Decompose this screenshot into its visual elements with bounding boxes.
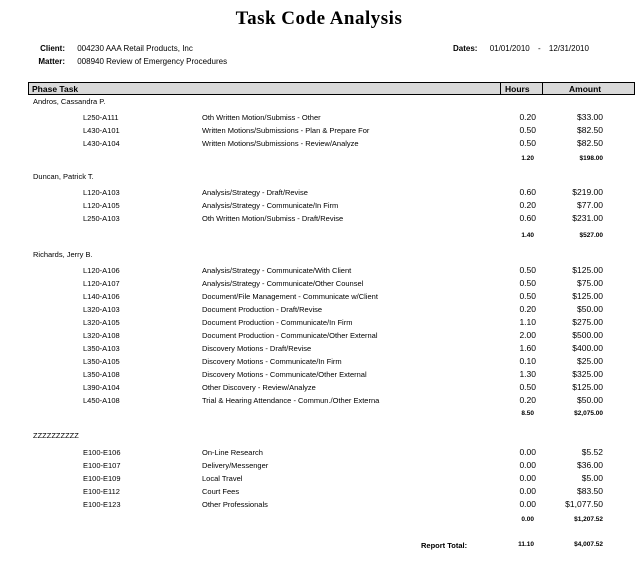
table-row: [0, 394, 638, 406]
table-row: [0, 137, 638, 149]
task-description: Court Fees: [202, 487, 240, 496]
phase-task-header: Phase Task: [32, 84, 79, 94]
table-row: [0, 459, 638, 471]
task-hours: 0.50: [519, 291, 536, 301]
task-hours: 0.60: [519, 187, 536, 197]
task-amount: $500.00: [572, 330, 603, 340]
task-amount: $275.00: [572, 317, 603, 327]
task-hours: 2.00: [519, 330, 536, 340]
task-description: Analysis/Strategy - Communicate/With Client: [202, 266, 352, 275]
task-code: L350-A105: [83, 357, 120, 366]
task-amount: $50.00: [577, 395, 603, 405]
subtotal-amount: $1,207.52: [574, 516, 603, 523]
task-code: L350-A103: [83, 344, 120, 353]
table-row: [0, 277, 638, 289]
subtotal-hours: 8.50: [521, 410, 534, 417]
task-amount: $231.00: [572, 213, 603, 223]
task-description: Written Motions/Submissions - Plan & Prepare For: [202, 126, 370, 135]
task-amount: $82.50: [577, 138, 603, 148]
task-amount: $77.00: [577, 200, 603, 210]
task-amount: $25.00: [577, 356, 603, 366]
column-header: [28, 82, 635, 95]
task-amount: $33.00: [577, 112, 603, 122]
task-description: Other Discovery - Review/Analyze: [202, 383, 316, 392]
task-code: E100-E109: [83, 474, 121, 483]
group-subtotal: [0, 155, 638, 165]
matter-label: Matter:: [38, 57, 65, 66]
task-hours: 0.00: [519, 447, 536, 457]
task-hours: 0.00: [519, 486, 536, 496]
task-description: Trial & Hearing Attendance - Commun./Other Externa: [202, 396, 380, 405]
task-description: Oth Written Motion/Submiss - Draft/Revise: [202, 214, 344, 223]
task-amount: $400.00: [572, 343, 603, 353]
task-hours: 1.30: [519, 369, 536, 379]
subtotal-amount: $527.00: [579, 232, 603, 239]
task-code: L250-A111: [83, 113, 119, 122]
task-amount: $5.52: [581, 447, 603, 457]
task-hours: 0.00: [519, 499, 536, 509]
client-label: Client:: [40, 44, 65, 53]
subtotal-amount: $198.00: [579, 155, 603, 162]
task-code: L320-A103: [83, 305, 120, 314]
task-code: E100-E106: [83, 448, 121, 457]
table-row: [0, 381, 638, 393]
task-code: E100-E107: [83, 461, 121, 470]
task-amount: $82.50: [577, 125, 603, 135]
client-line: [34, 44, 193, 53]
group-subtotal: [0, 516, 638, 526]
task-description: Document Production - Draft/Revise: [202, 305, 323, 314]
table-row: [0, 290, 638, 302]
task-description: Document/File Management - Communicate w/Client: [202, 292, 378, 301]
task-code: L350-A108: [83, 370, 120, 379]
task-description: Written Motions/Submissions - Review/Analyze: [202, 139, 359, 148]
task-hours: 0.50: [519, 278, 536, 288]
column-divider: [542, 83, 543, 94]
task-description: Discovery Motions - Communicate/Other External: [202, 370, 367, 379]
task-code: E100-E123: [83, 500, 121, 509]
task-amount: $325.00: [572, 369, 603, 379]
table-row: [0, 446, 638, 458]
task-amount: $50.00: [577, 304, 603, 314]
task-amount: $219.00: [572, 187, 603, 197]
report-title: Task Code Analysis: [235, 8, 403, 29]
task-hours: 0.20: [519, 112, 536, 122]
table-row: [0, 329, 638, 341]
table-row: [0, 485, 638, 497]
task-amount: $75.00: [577, 278, 603, 288]
task-code: L390-A104: [83, 383, 120, 392]
table-row: [0, 212, 638, 224]
amount-header: Amount: [569, 84, 602, 94]
table-row: [0, 472, 638, 484]
task-code: L120-A106: [83, 266, 120, 275]
report-total-label: Report Total:: [421, 541, 468, 550]
matter-value: 008940 Review of Emergency Procedures: [77, 57, 228, 66]
group-subtotal: [0, 410, 638, 420]
task-hours: 1.10: [519, 317, 536, 327]
hours-header: Hours: [505, 84, 530, 94]
report-total: [0, 541, 638, 553]
table-row: [0, 303, 638, 315]
task-hours: 0.20: [519, 395, 536, 405]
task-description: Discovery Motions - Communicate/In Firm: [202, 357, 342, 366]
task-description: Oth Written Motion/Submiss - Other: [202, 113, 321, 122]
subtotal-amount: $2,075.00: [574, 410, 603, 417]
timekeeper-name: ZZZZZZZZZZ: [33, 431, 79, 440]
task-description: On-Line Research: [202, 448, 263, 457]
task-amount: $5.00: [581, 473, 603, 483]
task-description: Document Production - Communicate/Other External: [202, 331, 378, 340]
task-code: L320-A108: [83, 331, 120, 340]
task-hours: 0.50: [519, 382, 536, 392]
timekeeper-name: Andros, Cassandra P.: [33, 97, 106, 106]
task-hours: 0.20: [519, 200, 536, 210]
table-row: [0, 355, 638, 367]
task-description: Analysis/Strategy - Draft/Revise: [202, 188, 308, 197]
task-code: L430-A104: [83, 139, 120, 148]
task-description: Document Production - Communicate/In Firm: [202, 318, 353, 327]
subtotal-hours: 0.00: [521, 516, 534, 523]
table-row: [0, 124, 638, 136]
column-divider: [500, 83, 501, 94]
date-from: 01/01/2010: [489, 44, 530, 53]
task-code: L450-A108: [83, 396, 120, 405]
task-hours: 0.50: [519, 265, 536, 275]
task-code: L120-A107: [83, 279, 120, 288]
table-row: [0, 264, 638, 276]
group-subtotal: [0, 232, 638, 242]
table-row: [0, 342, 638, 354]
task-code: L140-A106: [83, 292, 120, 301]
date-to: 12/31/2010: [548, 44, 589, 53]
task-hours: 0.00: [519, 473, 536, 483]
timekeeper-name: Duncan, Patrick T.: [33, 172, 94, 181]
task-hours: 0.10: [519, 356, 536, 366]
task-code: L120-A105: [83, 201, 120, 210]
task-amount: $125.00: [572, 382, 603, 392]
table-row: [0, 186, 638, 198]
task-description: Analysis/Strategy - Communicate/In Firm: [202, 201, 339, 210]
report-total-hours: 11.10: [518, 541, 534, 548]
task-hours: 0.20: [519, 304, 536, 314]
task-amount: $125.00: [572, 265, 603, 275]
client-value: 004230 AAA Retail Products, Inc: [77, 44, 193, 53]
subtotal-hours: 1.20: [521, 155, 534, 162]
task-code: L120-A103: [83, 188, 120, 197]
dates-line: [453, 44, 589, 53]
table-row: [0, 498, 638, 510]
task-amount: $125.00: [572, 291, 603, 301]
matter-line: [34, 57, 227, 66]
task-hours: 0.00: [519, 460, 536, 470]
task-description: Delivery/Messenger: [202, 461, 269, 470]
table-row: [0, 199, 638, 211]
task-code: L320-A105: [83, 318, 120, 327]
task-description: Other Professionals: [202, 500, 268, 509]
task-amount: $1,077.50: [565, 499, 603, 509]
task-description: Analysis/Strategy - Communicate/Other Counsel: [202, 279, 364, 288]
task-hours: 1.60: [519, 343, 536, 353]
timekeeper-name: Richards, Jerry B.: [33, 250, 93, 259]
task-amount: $36.00: [577, 460, 603, 470]
task-description: Local Travel: [202, 474, 243, 483]
date-separator: -: [537, 44, 541, 53]
task-hours: 0.60: [519, 213, 536, 223]
dates-label: Dates:: [453, 44, 478, 53]
table-row: [0, 368, 638, 380]
task-hours: 0.50: [519, 125, 536, 135]
task-amount: $83.50: [577, 486, 603, 496]
report-total-amount: $4,007.52: [574, 541, 603, 548]
table-row: [0, 111, 638, 123]
table-row: [0, 316, 638, 328]
task-code: L430-A101: [83, 126, 120, 135]
task-hours: 0.50: [519, 138, 536, 148]
task-code: L250-A103: [83, 214, 120, 223]
subtotal-hours: 1.40: [521, 232, 534, 239]
task-description: Discovery Motions - Draft/Revise: [202, 344, 312, 353]
task-code: E100-E112: [83, 487, 120, 496]
